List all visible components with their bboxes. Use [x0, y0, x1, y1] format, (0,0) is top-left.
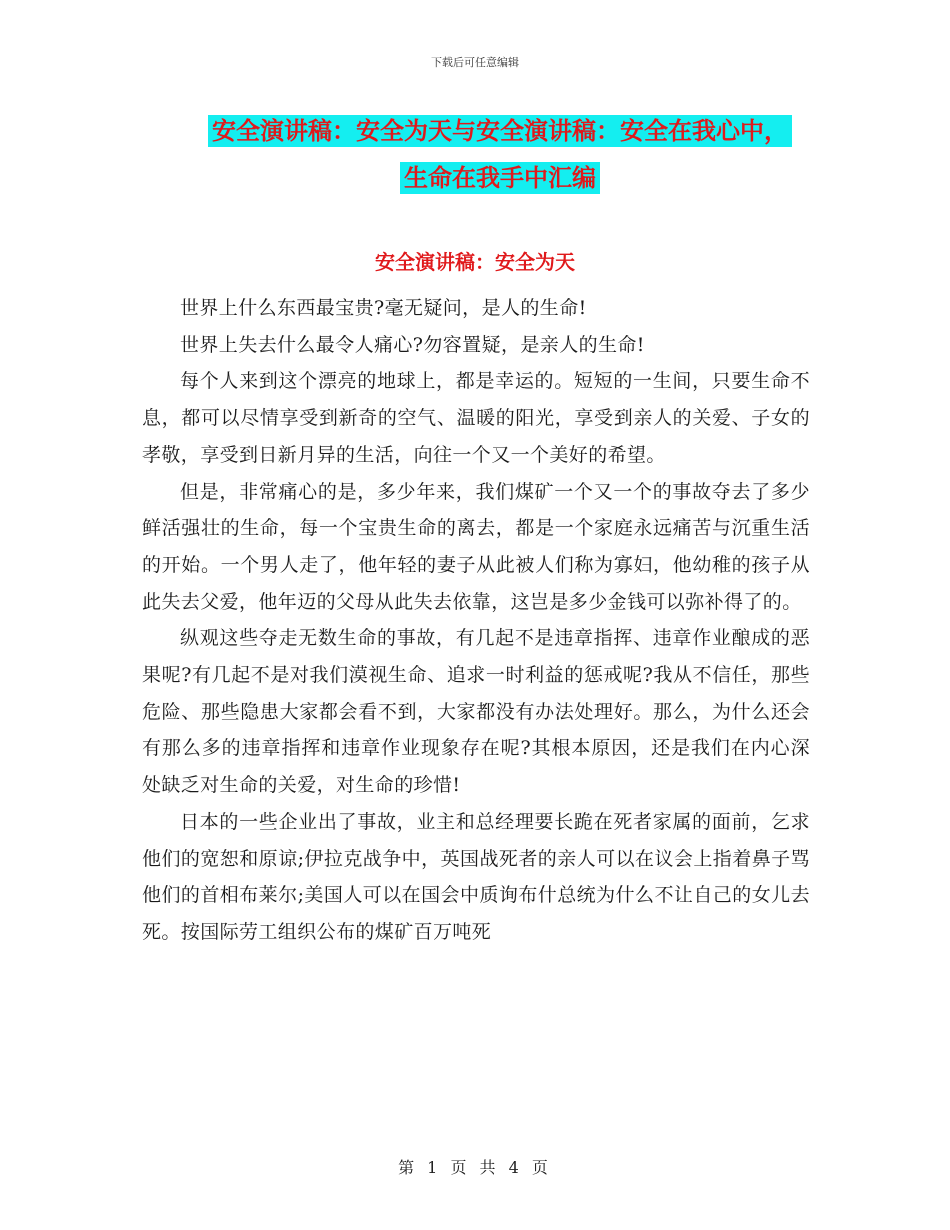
header-note: 下载后可任意编辑 — [431, 56, 519, 69]
paragraph: 世界上什么东西最宝贵?毫无疑问，是人的生命! — [180, 297, 587, 319]
paragraph: 但是，非常痛心的是，多少年来，我们煤矿一个又一个的事故夺去了多少鲜活强壮的生命，每一个宝贵生命的离去，都是一个家庭永远痛苦与沉重生活的开始。一个男人走了，他年轻的妻子从此被人们称为寡妇，他幼稚的孩子从此失去父爱，他年迈的父母从此失去依靠，这岂是多少金钱可以弥补得了的。 — [142, 480, 810, 613]
document-title-line2: 生命在我手中汇编 — [400, 162, 600, 194]
document-title — [150, 108, 850, 202]
paragraph: 纵观这些夺走无数生命的事故，有几起不是违章指挥、违章作业酿成的恶果呢?有几起不是对我们漠视生命、追求一时利益的惩戒呢?我从不信任，那些危险、那些隐患大家都会看不到，大家都没有办法处理好。那么，为什么还会有那么多的违章指挥和违章作业现象存在呢?其根本原因，还是我们在内心深处缺乏对生命的关爱，对生命的珍惜! — [142, 627, 810, 797]
document-title-line1: 安全演讲稿：安全为天与安全演讲稿：安全在我心中， — [208, 115, 792, 147]
section-title: 安全演讲稿：安全为天 — [375, 250, 575, 274]
paragraph: 日本的一些企业出了事故，业主和总经理要长跪在死者家属的面前，乞求他们的宽恕和原谅;伊拉克战争中，英国战死者的亲人可以在议会上指着鼻子骂他们的首相布莱尔;美国人可以在国会中质询布什总统为什么不让自己的女儿去死。按国际劳工组织公布的煤矿百万吨死 — [142, 810, 810, 943]
page-number: 第 1 页 共 4 页 — [398, 1158, 552, 1177]
paragraph: 世界上失去什么最令人痛心?勿容置疑，是亲人的生命! — [180, 333, 645, 356]
paragraph: 每个人来到这个漂亮的地球上，都是幸运的。短短的一生间，只要生命不息，都可以尽情享受到新奇的空气、温暖的阳光，享受到亲人的关爱、子女的孝敬，享受到日新月异的生活，向往一个又一个美好的希望。 — [142, 370, 810, 466]
document-body — [142, 290, 810, 951]
